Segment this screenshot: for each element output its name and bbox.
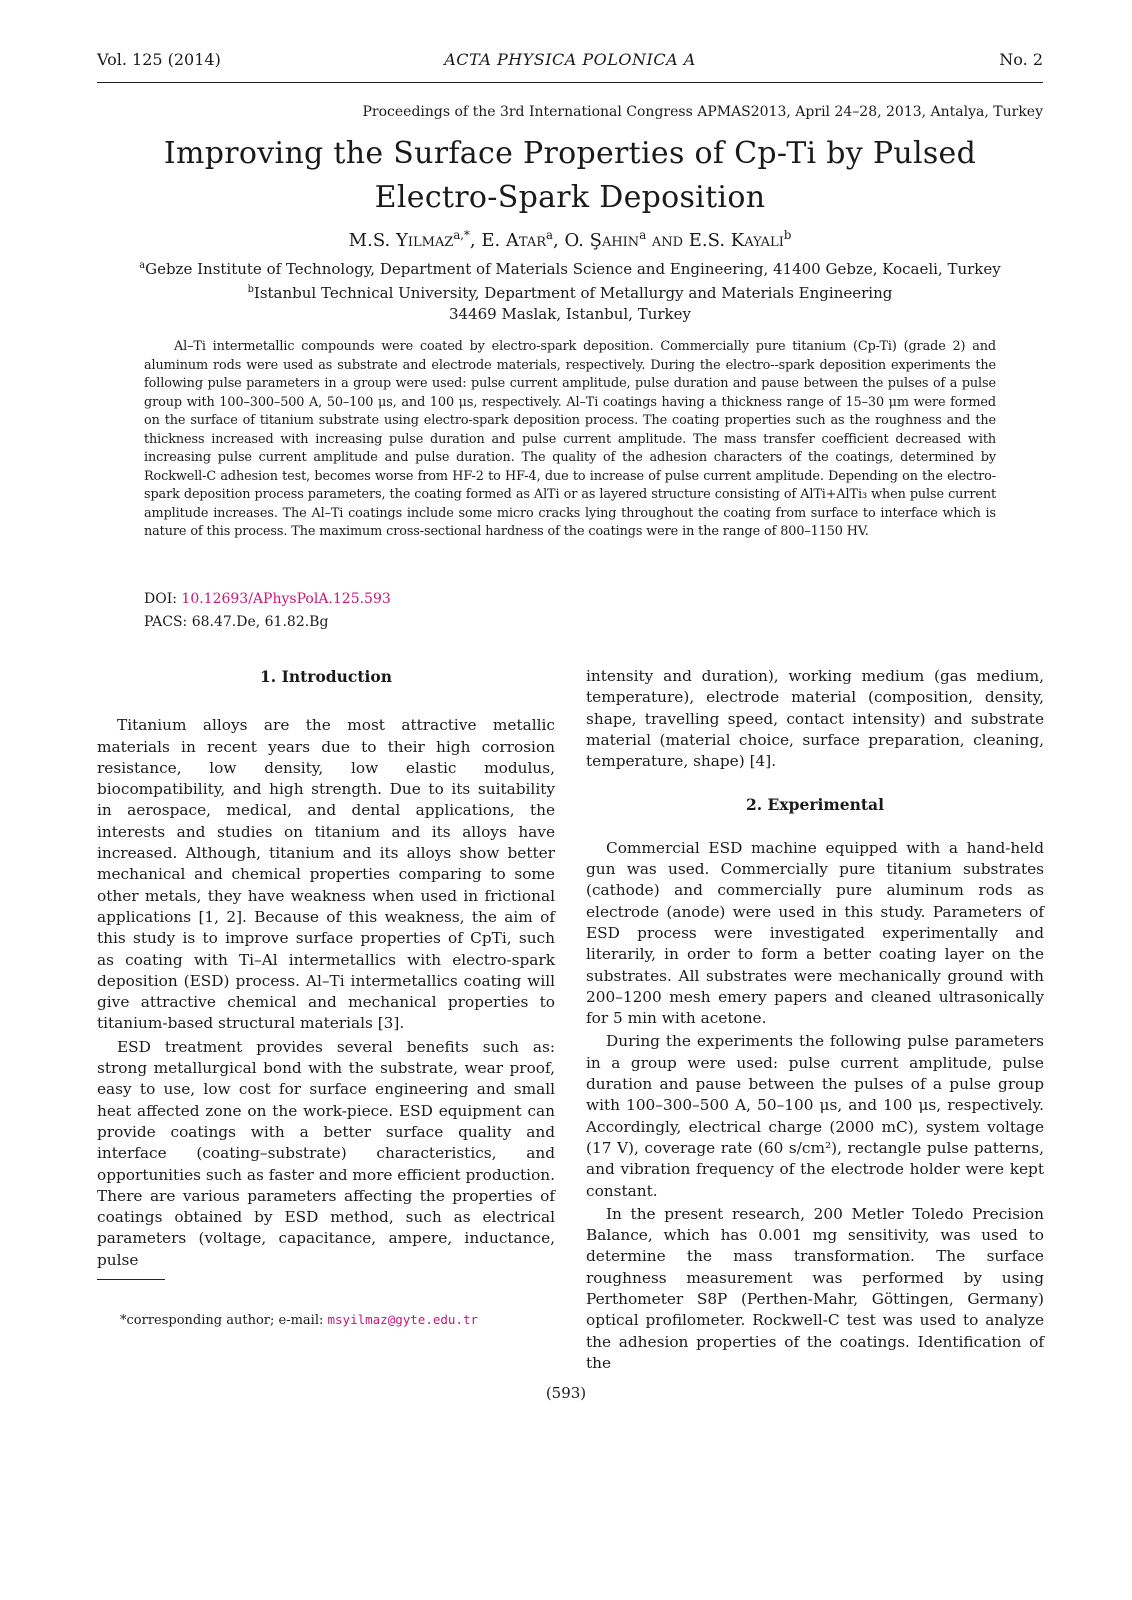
affiliation-a (97, 254, 1043, 281)
author-1: M.S. Yilmaz (348, 230, 454, 251)
right-column (586, 666, 1044, 1376)
affiliation-b-mark: b (247, 284, 254, 295)
issue-label: No. 2 (999, 50, 1043, 69)
experimental-paragraph-2: During the experiments the following pulse parameters in a group were used: pulse current amplitude, pulse duration and pause between the pulses of a pulse group with 100–300–500 A, 50–100 μs, and 100 μs, respectively. Accordingly, electrical charge (2000 mC), system voltage (17 V), coverage rate (60 s/cm²), rectangle pulse patterns, and vibration frequency of the electrode holder were kept constant. (586, 1032, 1044, 1200)
abstract: Al–Ti intermetallic compounds were coated by electro-spark deposition. Commercially pure titanium (Cp-Ti) (grade 2) and aluminum rods were used as substrate and electrode materials, respectively. During the electro--spark deposition experiments the following pulse parameters in a group were used: pulse current amplitude, pulse duration and pause between the pulses of a pulse group with 100–300–500 A, 50–100 μs, and 100 μs, respectively. Al–Ti coatings having a thickness range of 15–30 μm were formed on the surface of titanium substrate using electro-spark deposition process. The coating properties such as the roughness and the thickness increased with increasing pulse duration and pulse current amplitude. The mass transfer coefficient decreased with increasing pulse current amplitude and pulse duration. The quality of the adhesion characters of the coatings, determined by Rockwell-C adhesion test, becomes worse from HF-2 to HF-4, due to increase of pulse current amplitude. Depending on the electro-spark deposition process parameters, the coating formed as AlTi or as layered structure consisting of AlTi+AlTi₃ when pulse current amplitude increases. The Al–Ti coatings include some micro cracks lying throughout the coating from surface to interface which is nature of this process. The maximum cross-sectional hardness of the coatings were in the range of 800–1150 HV. (144, 339, 996, 539)
affiliation-b-text: Istanbul Technical University, Department of Metallurgy and Materials Engineering (253, 284, 893, 302)
title-line-2: Electro-Spark Deposition (374, 180, 766, 215)
proceedings-line: Proceedings of the 3rd International Congress APMAS2013, April 24–28, 2013, Antalya, Turkey (362, 104, 1043, 120)
intro-paragraph-2: ESD treatment provides several benefits such as: strong metallurgical bond with the substrate, wear proof, easy to use, low cost for surface engineering and small heat affected zone on the work-piece. ESD equipment can provide coatings with a better surface quality and interface (coating–substrate) characteristics, and opportunities such as faster and more efficient production. There are various parameters affecting the properties of coatings obtained by ESD method, such as electrical parameters (voltage, capacitance, ampere, inductance, pulse (97, 1037, 555, 1269)
footnote (120, 1312, 478, 1328)
author-2: E. Atar (481, 230, 547, 251)
introduction-heading: 1. Introduction (260, 667, 392, 686)
volume-label: Vol. 125 (2014) (97, 50, 221, 69)
intro-paragraph-1: Titanium alloys are the most attractive metallic materials in recent years due to their high corrosion resistance, low density, low elastic modulus, biocompatibility, and high strength. Due to its suitability in aerospace, medical, and dental applications, the interests and studies on titanium and its alloys have increased. Although, titanium and its alloys show better mechanical and chemical properties comparing to some other metals, they have weakness when used in frictional applications [1, 2]. Because of this weakness, the aim of this study is to improve surface properties of CpTi, such as coating with Ti–Al intermetallics with electro-spark deposition (ESD) process. Al–Ti intermetallics coating will give attractive chemical and mechanical properties to titanium-based structural materials [3]. (97, 716, 555, 1033)
journal-name: ACTA PHYSICA POLONICA A (444, 50, 696, 69)
left-column (97, 666, 555, 1273)
doi-link[interactable]: 10.12693/APhysPolA.125.593 (181, 591, 391, 607)
footnote-rule (97, 1279, 165, 1280)
author-2-affil: a (546, 228, 554, 242)
author-3-affil: a (639, 228, 647, 242)
author-1-affil: a,* (453, 228, 470, 242)
affiliation-b-address: 34469 Maslak, Istanbul, Turkey (449, 305, 691, 323)
page-number: (593) (545, 1384, 587, 1402)
title-line-1: Improving the Surface Properties of Cp-Ti by Pulsed (163, 136, 977, 171)
affiliation-a-mark: a (139, 260, 146, 271)
footnote-text: *corresponding author; e-mail: (120, 1313, 328, 1328)
affiliation-b (97, 278, 1043, 305)
doi-line (144, 591, 391, 607)
intro-paragraph-2-continued: intensity and duration), working medium (gas medium, temperature), electrode material (composition, density, shape, travelling speed, contact intensity) and substrate material (material choice, surface preparation, cleaning, temperature, shape) [4]. (586, 667, 1044, 771)
author-conjunction: and (646, 230, 689, 251)
author-4: E.S. Kayali (688, 230, 784, 251)
experimental-heading: 2. Experimental (745, 795, 884, 815)
author-4-affil: b (783, 228, 792, 242)
experimental-paragraph-1: Commercial ESD machine equipped with a hand-held gun was used. Commercially pure titanium substrates (cathode) and commercially pure aluminum rods as electrode (anode) were used in this study. Parameters of ESD process were investigated experimentally and literarily, in order to form a better coating layer on the substrates. All substrates were mechanically ground with 200–1200 mesh emery papers and cleaned ultrasonically for 5 min with acetone. (586, 838, 1044, 1028)
experimental-paragraph-3: In the present research, 200 Metler Toledo Precision Balance, which has 0.001 mg sensitivity, was used to determine the mass transformation. The surface roughness measurement was performed by using Perthometer S8P (Perthen-Mahr, Göttingen, Germany) optical profilometer. Rockwell-C test was used to analyze the adhesion properties of the coatings. Identification of the (586, 1204, 1044, 1372)
running-header (97, 50, 1043, 74)
author-list: M.S. Yilmaz$^{a,*}$, E. Atar$^a$, O. Şahin$^a$ and E.S. Kayali$^b$ (348, 228, 792, 251)
header-rule (97, 82, 1043, 83)
doi-label: DOI: (144, 591, 182, 607)
author-3: O. Şahin (564, 230, 640, 251)
corresponding-email[interactable]: msyilmaz@gyte.edu.tr (327, 1312, 479, 1327)
pacs-line: PACS: 68.47.De, 61.82.Bg (144, 614, 329, 630)
affiliation-a-text: Gebze Institute of Technology, Department of Materials Science and Engineering, 41400 Gebze, Kocaeli, Turkey (145, 260, 1001, 278)
paper-title (97, 132, 1043, 220)
